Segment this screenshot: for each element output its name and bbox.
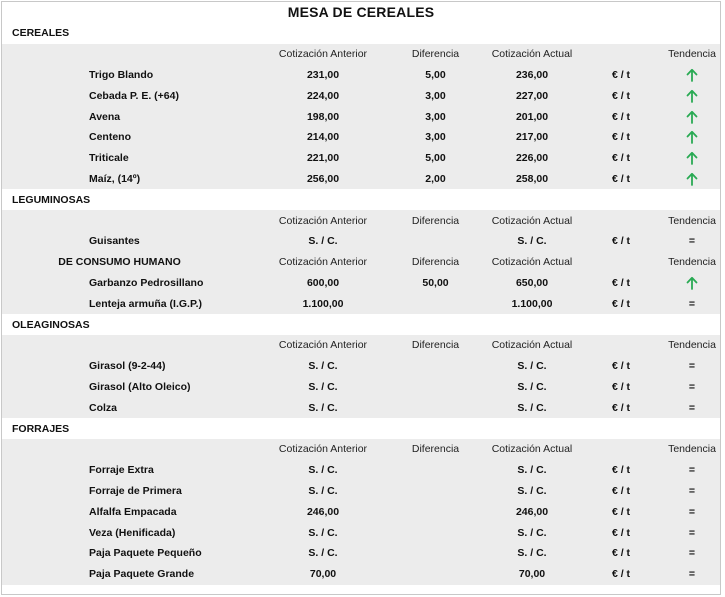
header-cotizacion-actual: Cotización Actual bbox=[491, 443, 573, 456]
diferencia bbox=[397, 231, 474, 252]
diferencia bbox=[397, 522, 474, 543]
diferencia: 3,00 bbox=[425, 131, 446, 144]
unit-label: € / t bbox=[611, 380, 631, 393]
unit-label: € / t bbox=[611, 110, 631, 123]
cotizacion-actual: S. / C. bbox=[517, 464, 547, 477]
up-arrow-icon bbox=[686, 110, 698, 124]
equal-sign: = bbox=[688, 464, 696, 477]
diferencia bbox=[397, 397, 474, 418]
cotizacion-anterior: 70,00 bbox=[309, 568, 337, 581]
table-row bbox=[2, 65, 720, 86]
column-header-row bbox=[2, 439, 720, 460]
section-header bbox=[2, 314, 720, 335]
diferencia: 2,00 bbox=[425, 172, 446, 185]
cotizacion-anterior: S. / C. bbox=[308, 235, 338, 248]
cotizacion-actual: 217,00 bbox=[515, 131, 549, 144]
table-row bbox=[2, 356, 720, 377]
equal-sign: = bbox=[688, 526, 696, 539]
cotizacion-anterior: S. / C. bbox=[308, 401, 338, 414]
equal-sign: = bbox=[688, 380, 696, 393]
cotizacion-actual: 1.100,00 bbox=[511, 297, 553, 310]
equal-sign: = bbox=[688, 235, 696, 248]
product-name: Garbanzo Pedrosillano bbox=[89, 276, 204, 289]
up-arrow-icon bbox=[686, 151, 698, 165]
cotizacion-anterior: 600,00 bbox=[306, 276, 340, 289]
diferencia bbox=[397, 356, 474, 377]
section-label: OLEAGINOSAS bbox=[12, 318, 90, 331]
column-header-row bbox=[2, 335, 720, 356]
unit-label: € / t bbox=[611, 276, 631, 289]
header-cotizacion-anterior: Cotización Anterior bbox=[278, 214, 368, 227]
table-row bbox=[2, 106, 720, 127]
product-name: Maíz, (14º) bbox=[89, 172, 141, 185]
unit-label: € / t bbox=[611, 235, 631, 248]
tendencia bbox=[650, 293, 725, 314]
table-row bbox=[2, 377, 720, 398]
tendencia bbox=[650, 356, 725, 377]
cotizacion-actual: 227,00 bbox=[515, 89, 549, 102]
cotizacion-actual: S. / C. bbox=[517, 547, 547, 560]
product-name: Veza (Henificada) bbox=[89, 526, 176, 539]
unit-label: € / t bbox=[611, 89, 631, 102]
table-body bbox=[2, 23, 720, 585]
header-cotizacion-anterior: Cotización Anterior bbox=[278, 256, 368, 269]
cotizacion-anterior: 256,00 bbox=[306, 172, 340, 185]
product-name: Cebada P. E. (+64) bbox=[89, 89, 179, 102]
up-arrow-icon bbox=[686, 68, 698, 82]
tendencia bbox=[650, 65, 725, 86]
cotizacion-actual: S. / C. bbox=[517, 235, 547, 248]
product-name: Lenteja armuña (I.G.P.) bbox=[89, 297, 203, 310]
table-row bbox=[2, 543, 720, 564]
table-row bbox=[2, 481, 720, 502]
tendencia bbox=[650, 481, 725, 502]
unit-label: € / t bbox=[611, 152, 631, 165]
equal-sign: = bbox=[688, 297, 696, 310]
tendencia bbox=[650, 127, 725, 148]
up-arrow-icon bbox=[686, 130, 698, 144]
table-row bbox=[2, 85, 720, 106]
product-name: Forraje de Primera bbox=[89, 484, 182, 497]
product-name: Paja Paquete Pequeño bbox=[89, 547, 202, 560]
tendencia bbox=[650, 564, 725, 585]
unit-label: € / t bbox=[611, 131, 631, 144]
header-diferencia: Diferencia bbox=[411, 214, 460, 227]
header-diferencia: Diferencia bbox=[411, 48, 460, 61]
table-row bbox=[2, 522, 720, 543]
cotizacion-anterior: 214,00 bbox=[306, 131, 340, 144]
cotizacion-anterior: 198,00 bbox=[306, 110, 340, 123]
cotizacion-anterior: 231,00 bbox=[306, 68, 340, 81]
product-name: Trigo Blando bbox=[89, 68, 154, 81]
up-arrow-icon bbox=[686, 89, 698, 103]
table-row bbox=[2, 397, 720, 418]
table-row bbox=[2, 148, 720, 169]
header-tendencia: Tendencia bbox=[668, 339, 716, 352]
equal-sign: = bbox=[688, 401, 696, 414]
tendencia bbox=[650, 397, 725, 418]
header-tendencia: Tendencia bbox=[668, 48, 716, 61]
product-name: Triticale bbox=[89, 152, 129, 165]
diferencia bbox=[397, 543, 474, 564]
product-name: Alfalfa Empacada bbox=[89, 505, 177, 518]
up-arrow-icon bbox=[686, 276, 698, 290]
diferencia bbox=[397, 501, 474, 522]
diferencia bbox=[397, 293, 474, 314]
table-row bbox=[2, 460, 720, 481]
unit-label: € / t bbox=[611, 568, 631, 581]
table-row bbox=[2, 169, 720, 190]
header-diferencia: Diferencia bbox=[411, 443, 460, 456]
tendencia bbox=[650, 377, 725, 398]
cotizacion-actual: S. / C. bbox=[517, 380, 547, 393]
header-cotizacion-actual: Cotización Actual bbox=[491, 339, 573, 352]
cotizacion-actual: 226,00 bbox=[515, 152, 549, 165]
unit-label: € / t bbox=[611, 484, 631, 497]
cotizacion-anterior: S. / C. bbox=[308, 526, 338, 539]
table-row bbox=[2, 127, 720, 148]
table-row bbox=[2, 564, 720, 585]
diferencia bbox=[397, 481, 474, 502]
unit-label: € / t bbox=[611, 464, 631, 477]
section-label: CEREALES bbox=[12, 27, 70, 40]
column-header-row bbox=[2, 44, 720, 65]
header-cotizacion-anterior: Cotización Anterior bbox=[278, 339, 368, 352]
header-diferencia: Diferencia bbox=[411, 256, 460, 269]
column-header-row bbox=[2, 252, 720, 273]
section-header bbox=[2, 189, 720, 210]
product-name: Centeno bbox=[89, 131, 131, 144]
page-title: MESA DE CEREALES bbox=[287, 4, 435, 20]
equal-sign: = bbox=[688, 360, 696, 373]
header-cotizacion-anterior: Cotización Anterior bbox=[278, 443, 368, 456]
cotizacion-anterior: S. / C. bbox=[308, 360, 338, 373]
tendencia bbox=[650, 522, 725, 543]
cotizacion-anterior: 221,00 bbox=[306, 152, 340, 165]
unit-label: € / t bbox=[611, 172, 631, 185]
cotizacion-actual: S. / C. bbox=[517, 401, 547, 414]
tendencia bbox=[650, 543, 725, 564]
cotizacion-anterior: S. / C. bbox=[308, 484, 338, 497]
header-cotizacion-anterior: Cotización Anterior bbox=[278, 48, 368, 61]
table-row bbox=[2, 293, 720, 314]
equal-sign: = bbox=[688, 547, 696, 560]
diferencia: 50,00 bbox=[422, 276, 449, 289]
equal-sign: = bbox=[688, 568, 696, 581]
header-tendencia: Tendencia bbox=[668, 256, 716, 269]
cotizacion-actual: S. / C. bbox=[517, 360, 547, 373]
cotizacion-actual: 650,00 bbox=[515, 276, 549, 289]
header-diferencia: Diferencia bbox=[411, 339, 460, 352]
cotizacion-actual: 246,00 bbox=[515, 505, 549, 518]
up-arrow-icon bbox=[686, 172, 698, 186]
unit-label: € / t bbox=[611, 297, 631, 310]
header-tendencia: Tendencia bbox=[668, 214, 716, 227]
unit-label: € / t bbox=[611, 526, 631, 539]
product-name: Girasol (9-2-44) bbox=[89, 360, 166, 373]
section-header bbox=[2, 418, 720, 439]
header-tendencia: Tendencia bbox=[668, 443, 716, 456]
section-label: LEGUMINOSAS bbox=[12, 193, 91, 206]
tendencia bbox=[650, 501, 725, 522]
diferencia: 5,00 bbox=[425, 68, 446, 81]
product-name: Avena bbox=[89, 110, 121, 123]
unit-label: € / t bbox=[611, 547, 631, 560]
cotizacion-anterior: S. / C. bbox=[308, 547, 338, 560]
price-table bbox=[1, 1, 721, 595]
cotizacion-actual: 258,00 bbox=[515, 172, 549, 185]
cotizacion-actual: S. / C. bbox=[517, 526, 547, 539]
product-name: Guisantes bbox=[89, 235, 140, 248]
diferencia: 3,00 bbox=[425, 110, 446, 123]
tendencia bbox=[650, 273, 725, 294]
header-cotizacion-actual: Cotización Actual bbox=[491, 214, 573, 227]
section-header bbox=[2, 23, 720, 44]
column-header-row bbox=[2, 210, 720, 231]
section-label: FORRAJES bbox=[12, 422, 70, 435]
cotizacion-actual: 201,00 bbox=[515, 110, 549, 123]
diferencia bbox=[397, 564, 474, 585]
product-name: Forraje Extra bbox=[89, 464, 154, 477]
equal-sign: = bbox=[688, 505, 696, 518]
unit-label: € / t bbox=[611, 68, 631, 81]
unit-label: € / t bbox=[611, 505, 631, 518]
tendencia bbox=[650, 106, 725, 127]
tendencia bbox=[650, 148, 725, 169]
diferencia bbox=[397, 377, 474, 398]
tendencia bbox=[650, 169, 725, 190]
header-cotizacion-actual: Cotización Actual bbox=[491, 48, 573, 61]
unit-label: € / t bbox=[611, 401, 631, 414]
equal-sign: = bbox=[688, 484, 696, 497]
tendencia bbox=[650, 85, 725, 106]
tendencia bbox=[650, 460, 725, 481]
cotizacion-actual: S. / C. bbox=[517, 484, 547, 497]
cotizacion-anterior: 224,00 bbox=[306, 89, 340, 102]
unit-label: € / t bbox=[611, 360, 631, 373]
tendencia bbox=[650, 231, 725, 252]
subsection-label: DE CONSUMO HUMANO bbox=[58, 256, 181, 269]
diferencia: 5,00 bbox=[425, 152, 446, 165]
header-cotizacion-actual: Cotización Actual bbox=[491, 256, 573, 269]
table-row bbox=[2, 273, 720, 294]
diferencia: 3,00 bbox=[425, 89, 446, 102]
cotizacion-anterior: 1.100,00 bbox=[302, 297, 344, 310]
cotizacion-anterior: S. / C. bbox=[308, 464, 338, 477]
table-row bbox=[2, 231, 720, 252]
product-name: Paja Paquete Grande bbox=[89, 568, 195, 581]
product-name: Colza bbox=[89, 401, 118, 414]
table-row bbox=[2, 501, 720, 522]
cotizacion-actual: 70,00 bbox=[518, 568, 546, 581]
cotizacion-anterior: 246,00 bbox=[306, 505, 340, 518]
cotizacion-actual: 236,00 bbox=[515, 68, 549, 81]
diferencia bbox=[397, 460, 474, 481]
cotizacion-anterior: S. / C. bbox=[308, 380, 338, 393]
product-name: Girasol (Alto Oleico) bbox=[89, 380, 191, 393]
